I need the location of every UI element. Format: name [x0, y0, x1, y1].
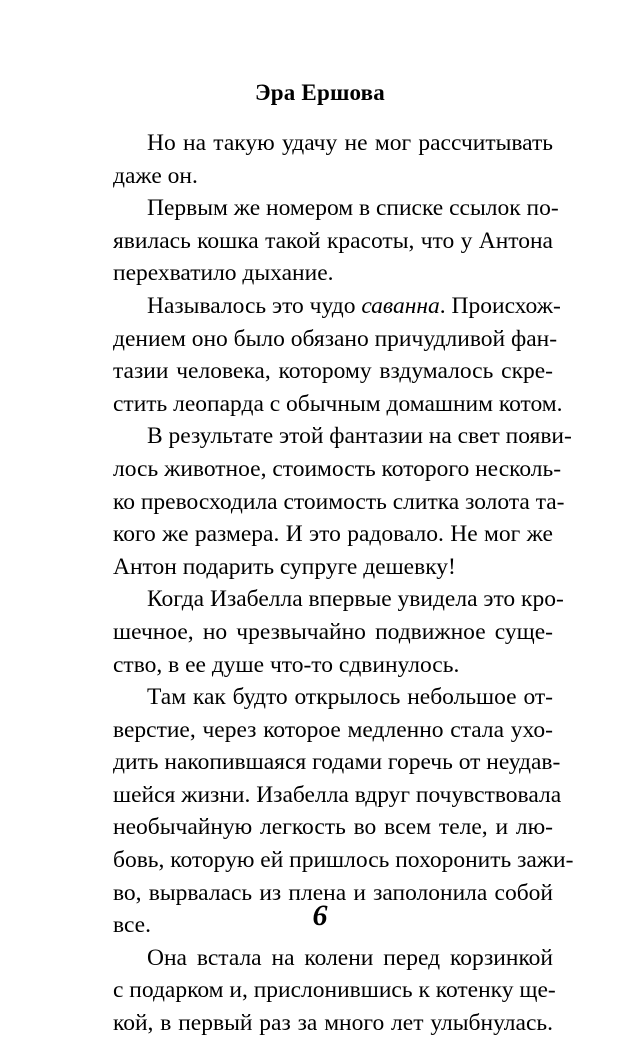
text-line: дить накопившаяся годами горечь от неудав-	[113, 749, 561, 776]
text-line	[113, 290, 561, 323]
text-line: дением оно было обязано причудливой фан-	[113, 325, 558, 352]
running-header-author: Эра Ершова	[254, 80, 386, 105]
paragraph-7	[113, 942, 556, 1040]
emphasized-term: саванна	[361, 292, 440, 319]
text-line: Она встала на колени перед корзинкой	[147, 944, 553, 971]
paragraph-1	[113, 127, 553, 192]
text-line: явилась кошка такой красоты, что у Антона	[113, 227, 553, 254]
text-line: даже он.	[113, 162, 198, 189]
text-line: кой, в первый раз за много лет улыбнулась.	[113, 1010, 553, 1037]
paragraph-2	[113, 192, 559, 290]
text-line: необычайную легкость во всем теле, и лю-	[113, 814, 553, 841]
text-line: лось животное, стоимость которого несколь-	[113, 455, 562, 482]
page-number: 6	[312, 899, 328, 932]
text-line: Первым же номером в списке ссылок по-	[147, 195, 559, 222]
paragraph-3	[113, 290, 563, 420]
paragraph-4	[113, 420, 572, 583]
text-line: во, вырвалась из плена и заполонила собой	[113, 879, 553, 906]
text-line: стить леопарда с обычным домашним котом.	[113, 390, 563, 417]
text-line: все.	[113, 912, 151, 939]
text-line: перехватило дыхание.	[113, 260, 334, 287]
paragraph-5	[113, 583, 564, 681]
text-line: Антон подарить супруге дешевку!	[113, 553, 456, 580]
text-line: В результате этой фантазии на свет появи-	[147, 423, 572, 450]
text-line: Там как будто открылось небольшое от-	[147, 684, 553, 711]
text-segment: . Происхож-	[439, 292, 561, 319]
text-line: шейся жизни. Изабелла вдруг почувствовала	[113, 781, 562, 808]
text-segment: Называлось это чудо	[147, 292, 362, 319]
text-line: верстие, через которое медленно стала ухо-	[113, 716, 553, 743]
text-line: ство, в ее душе что-то сдвинулось.	[113, 651, 460, 678]
text-line: тазии человека, которому вздумалось скре-	[113, 358, 553, 385]
text-line: с подарком и, прислонившись к котенку ще-	[113, 977, 556, 1004]
text-line: Когда Изабелла впервые увидела это кро-	[147, 586, 564, 613]
text-line: бовь, которую ей пришлось похоронить зажи-	[113, 847, 574, 874]
text-line: кого же размера. И это радовало. Не мог же	[113, 521, 553, 548]
text-line: ко превосходила стоимость слитка золота та-	[113, 488, 565, 515]
text-line: Но на такую удачу не мог рассчитывать	[147, 130, 553, 156]
text-line: шечное, но чрезвычайно подвижное суще-	[113, 618, 553, 645]
